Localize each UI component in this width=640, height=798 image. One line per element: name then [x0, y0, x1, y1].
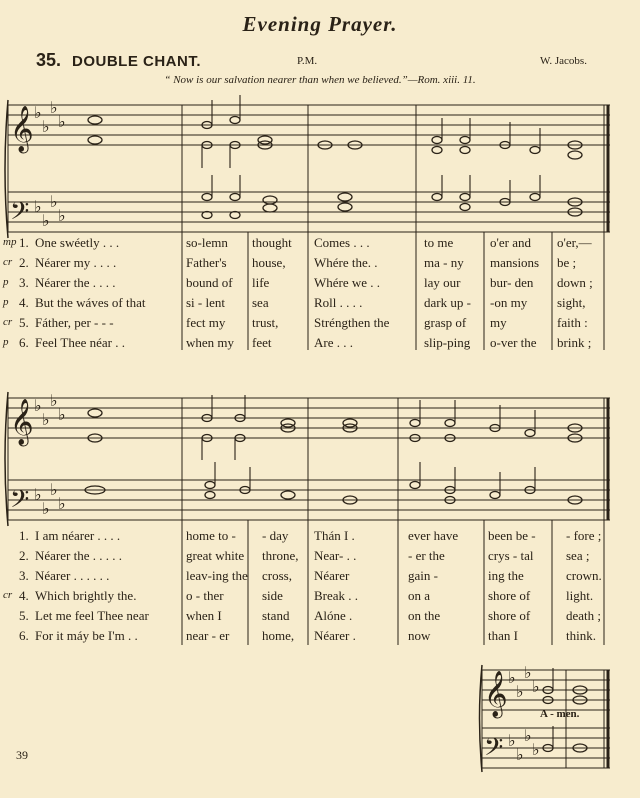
svg-text:♭: ♭ — [58, 112, 66, 131]
dynamic-marking: cr — [3, 256, 13, 268]
lyric-cell: Break . . — [314, 588, 359, 603]
lyric-cell: think. — [566, 628, 596, 643]
lyric-cell: o-ver the — [490, 335, 537, 350]
system-1-bass-staff — [8, 192, 610, 232]
lyric-cell: death ; — [566, 608, 602, 623]
verse-number: 1. — [19, 528, 29, 543]
verse-number: 5. — [19, 315, 29, 330]
lyric-cell: Which brightly the. — [35, 588, 137, 603]
lyric-cell: o - ther — [186, 588, 224, 603]
svg-text:♭: ♭ — [516, 745, 524, 764]
lyric-cell: life — [252, 275, 270, 290]
lyric-cell: gain - — [408, 568, 438, 583]
lyric-cell: feet — [252, 335, 272, 350]
lyric-cell: my — [490, 315, 507, 330]
lyric-cell: Are . . . — [314, 335, 353, 350]
lyric-cell: brink ; — [557, 335, 592, 350]
treble-clef-icon: 𝄞 — [484, 671, 508, 717]
scripture-quote: “ Now is our salvation nearer than when we believed.”—Rom. xiii. 11. — [164, 74, 476, 86]
lyric-cell: One swéetly . . . — [35, 235, 120, 250]
lyric-cell: -on my — [490, 295, 528, 310]
lyric-cell: But the wáves of that — [35, 295, 146, 310]
lyric-cell: Néarer the . . . . . — [35, 548, 122, 563]
lyric-cell: si - lent — [186, 295, 225, 310]
lyric-cell: bur- den — [490, 275, 534, 290]
hymn-number: 35. — [36, 50, 62, 70]
note-stems — [202, 95, 553, 748]
lyric-cell: Néarer — [314, 568, 350, 583]
lyric-cell: slip-ping — [424, 335, 471, 350]
lyric-cell: Néarer . — [314, 628, 356, 643]
svg-text:♭: ♭ — [516, 682, 524, 701]
lyric-cell: side — [262, 588, 283, 603]
verse-number: 2. — [19, 255, 29, 270]
lyric-cell: home, — [262, 628, 295, 643]
lyric-cell: be ; — [557, 255, 577, 270]
lyric-cell: sea — [252, 295, 269, 310]
lyric-cell: Feel Thee néar . . — [35, 335, 125, 350]
system-1-treble-staff — [8, 105, 610, 145]
lyric-cell: ma - ny — [424, 255, 464, 270]
svg-text:♭: ♭ — [50, 480, 58, 499]
dynamic-marking: p — [3, 336, 9, 348]
bass-clef-icon: 𝄢 — [484, 733, 504, 768]
lyric-cell: - day — [262, 528, 289, 543]
svg-text:♭: ♭ — [50, 98, 58, 117]
lyric-cell: than I — [488, 628, 518, 643]
svg-text:♭: ♭ — [524, 663, 532, 682]
lyric-cell: dark up - — [424, 295, 471, 310]
svg-text:♭: ♭ — [58, 494, 66, 513]
lyric-cell: fect my — [186, 315, 226, 330]
lyric-cell: Stréngthen the — [314, 315, 390, 330]
bass-clef-icon: 𝄢 — [10, 485, 30, 520]
lyric-cell: Néarer my . . . . — [35, 255, 117, 270]
svg-text:♭: ♭ — [508, 668, 516, 687]
svg-text:♭: ♭ — [50, 192, 58, 211]
lyric-cell: Whére the. . — [314, 255, 378, 270]
chant-title: DOUBLE CHANT. — [72, 53, 201, 70]
svg-text:♭: ♭ — [58, 206, 66, 225]
svg-text:♭: ♭ — [524, 726, 532, 745]
lyric-cell: ever have — [408, 528, 459, 543]
key-signature-flats — [34, 98, 540, 764]
verse-number: 2. — [19, 548, 29, 563]
lyric-cell: Alóne . — [314, 608, 353, 623]
verse-number: 4. — [19, 588, 29, 603]
lyric-cell: down ; — [557, 275, 593, 290]
svg-text:♭: ♭ — [508, 731, 516, 750]
hymn-section-title: Evening Prayer. — [242, 12, 398, 36]
lyric-cell: now — [408, 628, 431, 643]
lyric-cell: Near- . . — [314, 548, 357, 563]
lyric-cell: For it máy be I'm . . — [35, 628, 138, 643]
treble-clef-icon: 𝄞 — [10, 106, 34, 152]
svg-text:♭: ♭ — [42, 117, 50, 136]
lyric-cell: Whére we . . — [314, 275, 381, 290]
lyric-cell: faith : — [557, 315, 588, 330]
lyric-cell: so-lemn — [186, 235, 228, 250]
lyric-cell: trust, — [252, 315, 279, 330]
lyric-cell: light. — [566, 588, 594, 603]
treble-clef-icon: 𝄞 — [10, 399, 34, 445]
lyric-cell: been be - — [488, 528, 536, 543]
lyric-cell: shore of — [488, 608, 531, 623]
lyric-cell: sight, — [557, 295, 586, 310]
lyric-cell: throne, — [262, 548, 299, 563]
lyric-cell: sea ; — [566, 548, 590, 563]
lyric-cell: cross, — [262, 568, 292, 583]
svg-text:♭: ♭ — [42, 499, 50, 518]
lyric-cell: Thán I . — [314, 528, 355, 543]
page-number: 39 — [16, 748, 28, 762]
lyric-cell: Fáther, per - - - — [35, 315, 114, 330]
lyric-cell: to me — [424, 235, 454, 250]
svg-text:♭: ♭ — [58, 405, 66, 424]
system-2-treble-staff — [8, 398, 610, 438]
lyric-cell: home to - — [186, 528, 236, 543]
dynamic-marking: cr — [3, 316, 13, 328]
lyric-cell: house, — [252, 255, 286, 270]
lyric-cell: leav-ing the — [186, 568, 248, 583]
lyric-cell: when I — [186, 608, 222, 623]
lyric-cell: - fore ; — [566, 528, 602, 543]
lyric-cell: shore of — [488, 588, 531, 603]
lyric-cell: mansions — [490, 255, 540, 270]
svg-text:♭: ♭ — [42, 211, 50, 230]
lyric-cell: Roll . . . . — [314, 295, 363, 310]
meter-label: P.M. — [297, 55, 318, 67]
lyric-cell: grasp of — [424, 315, 467, 330]
svg-text:♭: ♭ — [50, 391, 58, 410]
dynamic-marking: p — [3, 296, 9, 308]
lyric-cell: o'er and — [490, 235, 531, 250]
lyric-cell: on a — [408, 588, 431, 603]
lyric-cell: crys - tal — [488, 548, 534, 563]
svg-text:♭: ♭ — [532, 677, 540, 696]
lyric-cell: on the — [408, 608, 441, 623]
lyric-cell: Father's — [186, 255, 227, 270]
svg-text:♭: ♭ — [34, 485, 42, 504]
lyric-cell: stand — [262, 608, 290, 623]
lyric-cell: o'er,— — [557, 235, 592, 250]
lyric-cell: Comes . . . — [314, 235, 370, 250]
verse-number: 4. — [19, 295, 29, 310]
lyric-cell: I am néarer . . . . — [35, 528, 121, 543]
lyric-cell: near - er — [186, 628, 230, 643]
dynamic-marking: mp — [3, 236, 17, 248]
bass-clef-icon: 𝄢 — [10, 197, 30, 232]
verse-number: 6. — [19, 335, 29, 350]
composer-name: W. Jacobs. — [540, 55, 587, 67]
svg-text:♭: ♭ — [34, 197, 42, 216]
svg-text:♭: ♭ — [42, 410, 50, 429]
svg-text:♭: ♭ — [34, 103, 42, 122]
dynamic-marking: cr — [3, 589, 13, 601]
verse-number: 6. — [19, 628, 29, 643]
lyric-cell: crown. — [566, 568, 602, 583]
lyric-cell: bound of — [186, 275, 233, 290]
svg-text:♭: ♭ — [34, 396, 42, 415]
lyric-cell: ing the — [488, 568, 524, 583]
lyric-cell: Let me feel Thee near — [35, 608, 149, 623]
dynamic-marking: p — [3, 276, 9, 288]
verse-number: 3. — [19, 275, 29, 290]
amen-lyric: A - men. — [540, 708, 580, 720]
lyric-cell: Néarer the . . . . — [35, 275, 116, 290]
lyric-cell: Néarer . . . . . . — [35, 568, 110, 583]
verse-number: 5. — [19, 608, 29, 623]
lyric-cell: great white — [186, 548, 245, 563]
lyric-cell: thought — [252, 235, 292, 250]
verse-number: 1. — [19, 235, 29, 250]
noteheads — [85, 116, 590, 752]
lyric-cell: lay our — [424, 275, 461, 290]
system-1-lyric-dividers — [182, 232, 604, 350]
lyric-cell: when my — [186, 335, 235, 350]
verse-number: 3. — [19, 568, 29, 583]
svg-text:♭: ♭ — [532, 740, 540, 759]
lyric-cell: - er the — [408, 548, 445, 563]
